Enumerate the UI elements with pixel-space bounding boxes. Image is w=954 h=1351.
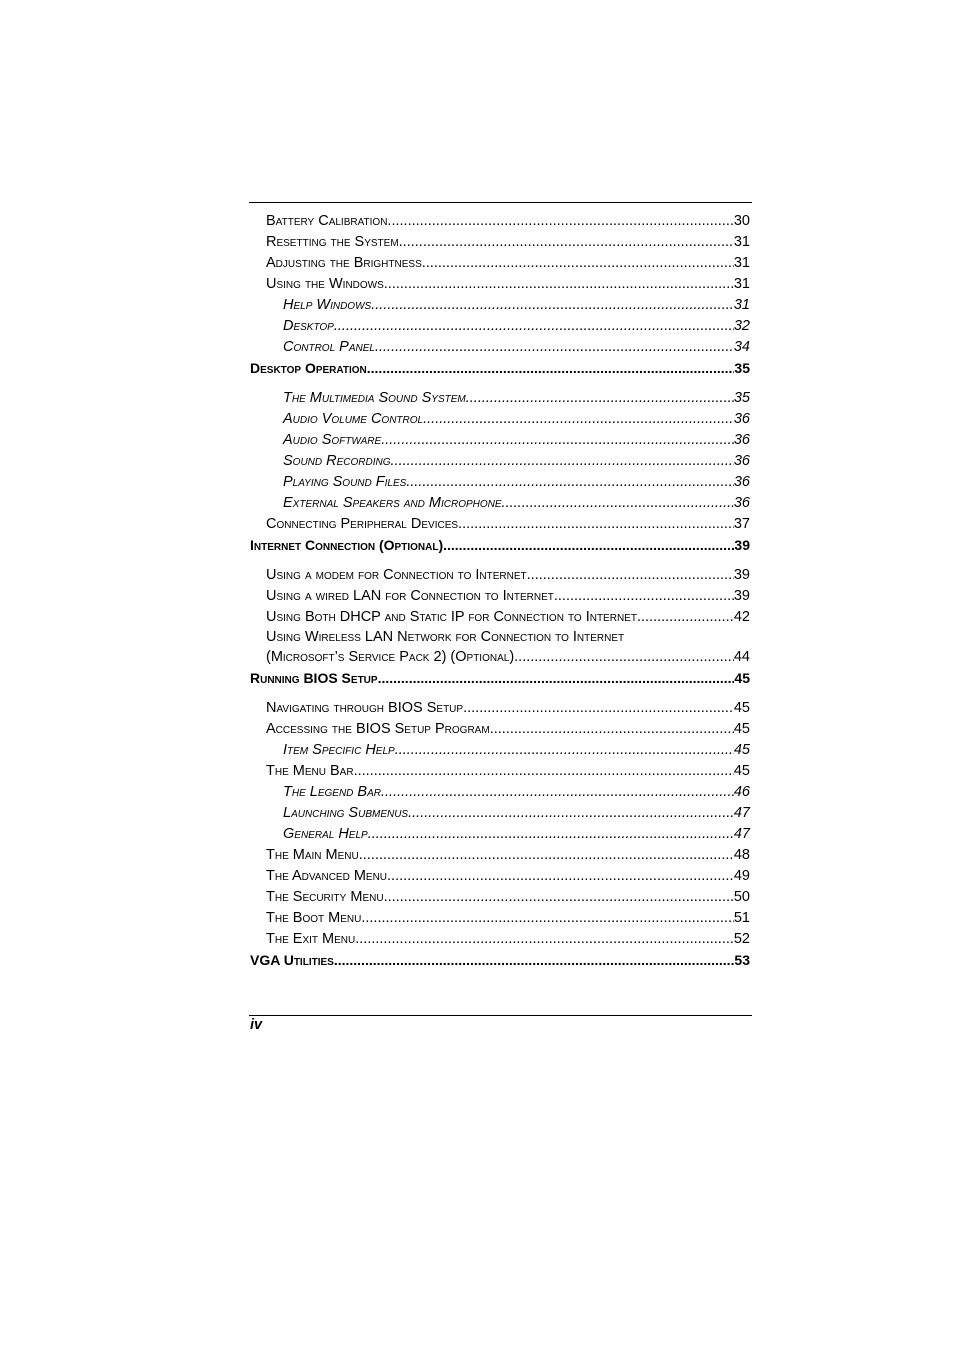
toc-entry-title: The Security Menu [266,889,384,905]
toc-entry[interactable] [250,472,750,493]
toc-leader [391,451,734,472]
toc-leader [355,929,734,950]
toc-leader [490,719,734,740]
header-rule [249,202,752,203]
toc-entry[interactable] [250,824,750,845]
toc-entry[interactable] [250,782,750,803]
toc-leader [637,607,734,628]
toc-entry-title: Using a wired LAN for Connection to Internet [266,588,554,604]
toc-chapter-page: 35 [734,360,750,376]
toc-entry-title: Audio Volume Control [283,411,424,427]
toc-chapter[interactable] [250,950,750,971]
toc-chapter-title: Desktop Operation [250,360,367,376]
toc-entry-title: Launching Submenus [283,805,409,821]
toc-leader [387,866,734,887]
toc-chapter-page: 45 [734,670,750,686]
toc-entry-title: Desktop [283,318,334,334]
toc-entry-page: 44 [733,649,750,665]
page-number: iv [250,1017,263,1033]
toc-entry-title: Resetting the System [266,234,399,250]
toc-entry-page: 45 [733,700,750,716]
toc-entry-page: 46 [733,784,750,800]
toc-entry[interactable] [250,316,750,337]
toc-entry-page: 36 [733,453,750,469]
toc-entry-title: Connecting Peripheral Devices [266,516,459,532]
toc-entry[interactable] [250,337,750,358]
toc-entry[interactable] [250,388,750,409]
toc-entry[interactable] [250,430,750,451]
toc-leader [361,908,734,929]
footer-rule [249,1015,752,1016]
toc-entry[interactable] [250,698,750,719]
toc-entry-title: Sound Recording [283,453,391,469]
toc-entry-page: 37 [733,516,750,532]
toc-leader [387,211,733,232]
toc-leader [359,845,734,866]
toc-chapter-title: VGA Utilities [250,952,334,968]
toc-entry-page: 31 [733,297,750,313]
toc-entry-title: The Exit Menu [266,931,356,947]
toc-entry-title: Accessing the BIOS Setup Program [266,721,490,737]
toc-entry-page: 49 [733,868,750,884]
toc-entry-page: 36 [733,474,750,490]
toc-leader [422,253,734,274]
toc-chapter-title: Running BIOS Setup [250,670,378,686]
toc-leader [354,761,734,782]
toc-chapter-page: 39 [734,537,750,553]
toc-chapter-title: Internet Connection (Optional) [250,537,444,553]
toc-leader [554,586,734,607]
toc-chapter[interactable] [250,535,750,556]
toc-leader [378,668,735,689]
toc-entry-page: 47 [733,826,750,842]
toc-leader [395,740,734,761]
toc-entry[interactable] [250,929,750,950]
toc-entry[interactable] [250,232,750,253]
toc-leader [502,493,734,514]
toc-leader [367,358,735,379]
toc-entry-page: 45 [733,721,750,737]
toc-entry[interactable] [250,628,750,668]
toc-entry-page: 39 [733,588,750,604]
toc-leader [443,535,734,556]
toc-entry[interactable] [250,565,750,586]
toc-entry-page: 34 [733,339,750,355]
toc-entry-page: 35 [733,390,750,406]
toc-entry-page: 51 [733,910,750,926]
toc-entry[interactable] [250,845,750,866]
toc-entry-title: The Multimedia Sound System [283,390,466,406]
toc-entry-title: The Legend Bar [283,784,381,800]
toc-entry[interactable] [250,451,750,472]
toc-entry[interactable] [250,887,750,908]
toc-leader [406,472,734,493]
toc-chapter[interactable] [250,358,750,379]
toc-entry-page: 36 [733,411,750,427]
toc-leader [334,316,734,337]
toc-entry-page: 45 [733,742,750,758]
toc-entry-title: Using Both DHCP and Static IP for Connection to Internet [266,609,637,625]
toc-entry[interactable] [250,274,750,295]
toc-leader [458,514,734,535]
toc-leader [408,803,734,824]
toc-entry-page: 48 [733,847,750,863]
toc-entry[interactable] [250,295,750,316]
toc-entry[interactable] [250,211,750,232]
toc-entry-title: External Speakers and Microphone [283,495,502,511]
toc-entry[interactable] [250,586,750,607]
toc-entry-page: 39 [733,567,750,583]
toc-entry-title: Audio Software [283,432,382,448]
toc-entry[interactable] [250,866,750,887]
toc-entry-title: Control Panel [283,339,375,355]
toc-leader [375,337,734,358]
toc-entry-title: Navigating through BIOS Setup [266,700,464,716]
toc-entry[interactable] [250,803,750,824]
toc-entry-page: 30 [733,213,750,229]
toc-leader [371,295,734,316]
toc-chapter-page: 53 [734,952,750,968]
toc-entry-page: 50 [733,889,750,905]
toc-entry[interactable] [250,607,750,628]
toc-entry[interactable] [250,719,750,740]
toc-entry-title-continued: (Microsoft’s Service Pack 2) (Optional) [266,649,515,665]
toc-entry-page: 42 [733,609,750,625]
toc-entry-page: 31 [733,234,750,250]
toc-chapter[interactable] [250,668,750,689]
toc-leader [384,887,734,908]
toc-entry-page: 45 [733,763,750,779]
toc-entry-page: 47 [733,805,750,821]
toc-entry[interactable] [250,740,750,761]
toc-entry-page: 52 [733,931,750,947]
toc-entry-title: Battery Calibration [266,213,388,229]
toc-leader [514,647,734,668]
toc-entry-title: The Menu Bar [266,763,354,779]
toc-entry-title: The Advanced Menu [266,868,388,884]
toc-leader [384,274,734,295]
toc-leader [466,388,734,409]
toc-leader [399,232,734,253]
toc-entry[interactable] [250,514,750,535]
toc-entry-page: 36 [733,432,750,448]
toc-leader [423,409,734,430]
toc-entry[interactable] [250,409,750,430]
toc-entry-page: 31 [733,276,750,292]
toc-entry-title: General Help [283,826,368,842]
toc-entry-title: Playing Sound Files [283,474,407,490]
toc-leader [381,782,734,803]
toc-entry-page: 32 [733,318,750,334]
table-of-contents [250,211,750,971]
toc-entry-title: Help Windows [283,297,372,313]
toc-entry-title: Using a modem for Connection to Internet [266,567,527,583]
toc-entry-title: Using Wireless LAN Network for Connection to Internet [266,629,625,645]
toc-entry-page: 36 [733,495,750,511]
toc-entry-title: Item Specific Help [283,742,395,758]
toc-leader [381,430,734,451]
toc-entry-title: Adjusting the Brightness [266,255,422,271]
toc-entry[interactable] [250,908,750,929]
toc-entry[interactable] [250,253,750,274]
toc-entry-page: 31 [733,255,750,271]
toc-entry[interactable] [250,493,750,514]
toc-entry-title: The Boot Menu [266,910,362,926]
toc-leader [527,565,734,586]
toc-entry[interactable] [250,761,750,782]
toc-entry-title: Using the Windows [266,276,384,292]
toc-leader [368,824,734,845]
toc-leader [334,950,735,971]
toc-entry-title: The Main Menu [266,847,359,863]
toc-leader [463,698,734,719]
